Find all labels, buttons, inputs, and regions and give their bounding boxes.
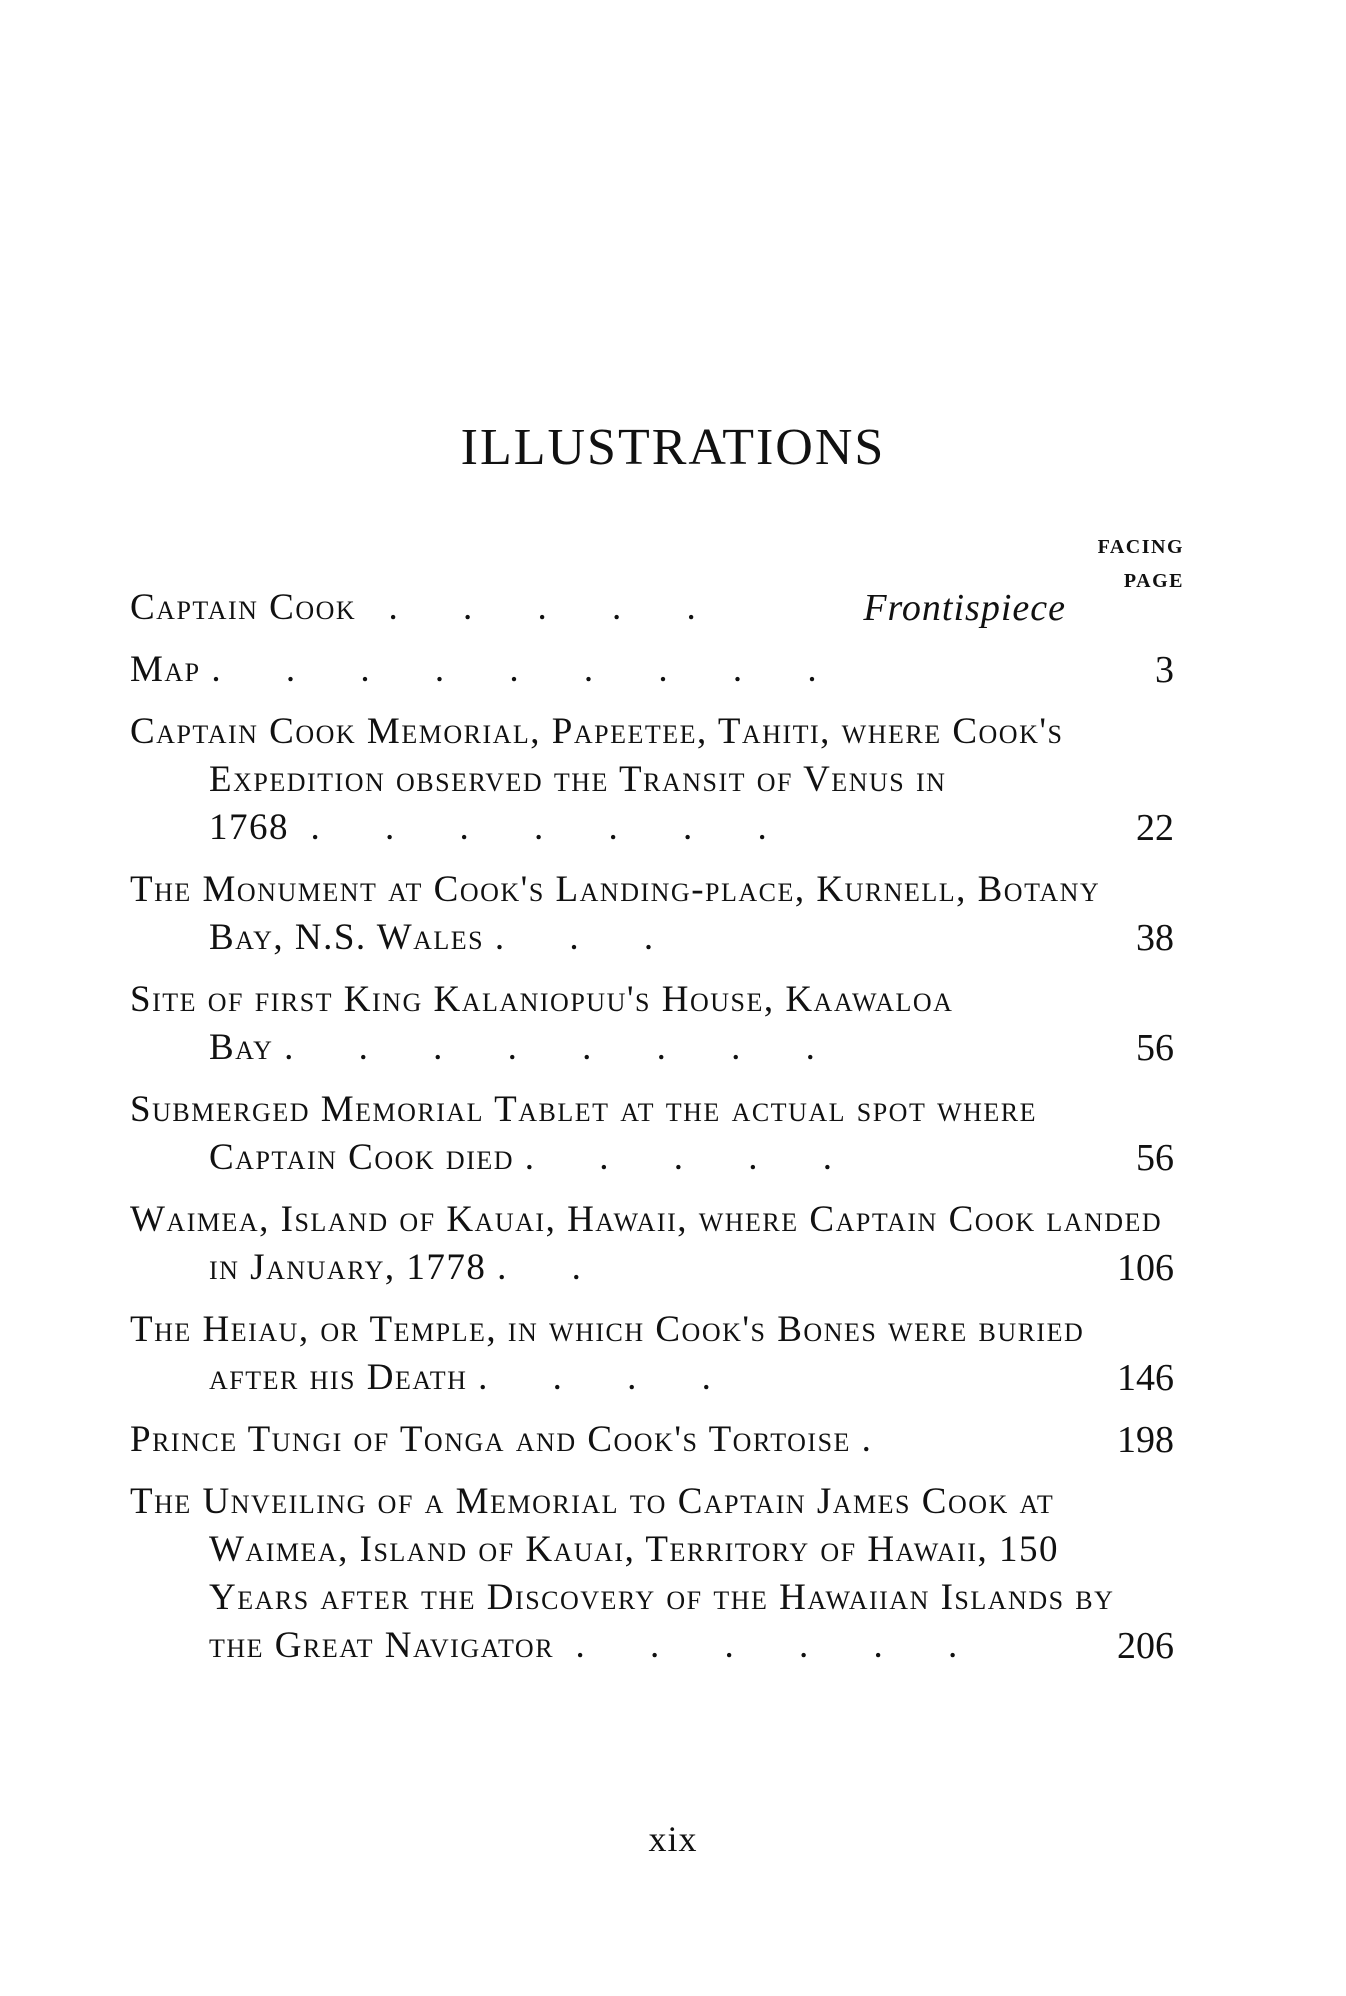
entry-description: The Heiau, or Temple, in which Cook's Bones were buried after his Death . . . . [130,1309,1085,1398]
list-item [130,584,1184,632]
entry-description: Captain Cook . . . . . [130,587,724,628]
entry-description: Captain Cook Memorial, Papeetee, Tahiti, where Cook's Expedition observed the Transit of Venus in 1768 . . . . . . . [130,711,1064,848]
list-item [130,1478,1184,1670]
leader-dots: . . . . . . . . . [211,649,845,690]
list-item [130,1196,1184,1292]
list-item [130,1086,1184,1182]
entry-page-number: 3 [1155,649,1174,691]
entry-description: Site of first King Kalaniopuu's House, Kaawaloa Bay . . . . . . . . [130,979,954,1068]
leader-dots: . . . . . . . . [284,1027,843,1068]
leader-dots: . [861,1419,899,1460]
entry-page-number: 38 [1136,917,1174,959]
entry-page-number: 56 [1136,1137,1174,1179]
page-title: ILLUSTRATIONS [460,419,886,476]
page-folio: xix [648,1819,698,1859]
entry-frontispiece: Frontispiece [863,587,1066,629]
illustrations-list [130,584,1184,1684]
entry-description: Prince Tungi of Tonga and Cook's Tortoise . [130,1419,899,1460]
leader-dots: . . . . . [524,1137,861,1178]
list-item [130,708,1184,852]
entry-description: Waimea, Island of Kauai, Hawaii, where Captain Cook landed in January, 1778 . . [130,1199,1163,1288]
page-label: PAGE [1123,570,1184,592]
leader-dots: . . . . . [388,587,724,628]
leader-dots: . . [497,1247,609,1288]
entry-page-number: 22 [1136,807,1174,849]
entry-description: Submerged Memorial Tablet at the actual spot where Captain Cook died . . . . . [130,1089,1038,1178]
facing-label: FACING [1097,536,1184,558]
leader-dots: . . . . . . . [310,807,795,848]
leader-dots: . . . [494,917,682,958]
list-item [130,976,1184,1072]
leader-dots: . . . . . . [575,1625,986,1666]
entry-page-number: 56 [1136,1027,1174,1069]
entry-page-number: 146 [1117,1357,1174,1399]
list-item [130,1416,1184,1464]
list-item [130,1306,1184,1402]
entry-description: Map . . . . . . . . . [130,649,845,690]
entry-page-number: 198 [1117,1419,1174,1461]
list-item [130,866,1184,962]
entry-page-number: 106 [1117,1247,1174,1289]
leader-dots: . . . . [478,1357,739,1398]
list-item [130,646,1184,694]
entry-page-number: 206 [1117,1625,1174,1667]
entry-description: The Monument at Cook's Landing-place, Kurnell, Botany Bay, N.S. Wales . . . [130,869,1101,958]
entry-description: The Unveiling of a Memorial to Captain James Cook at Waimea, Island of Kauai, Territory of Hawaii, 150 Years after the Discovery of the Hawaiian Islands by the Great Navigator . . . . . . [130,1481,1115,1666]
